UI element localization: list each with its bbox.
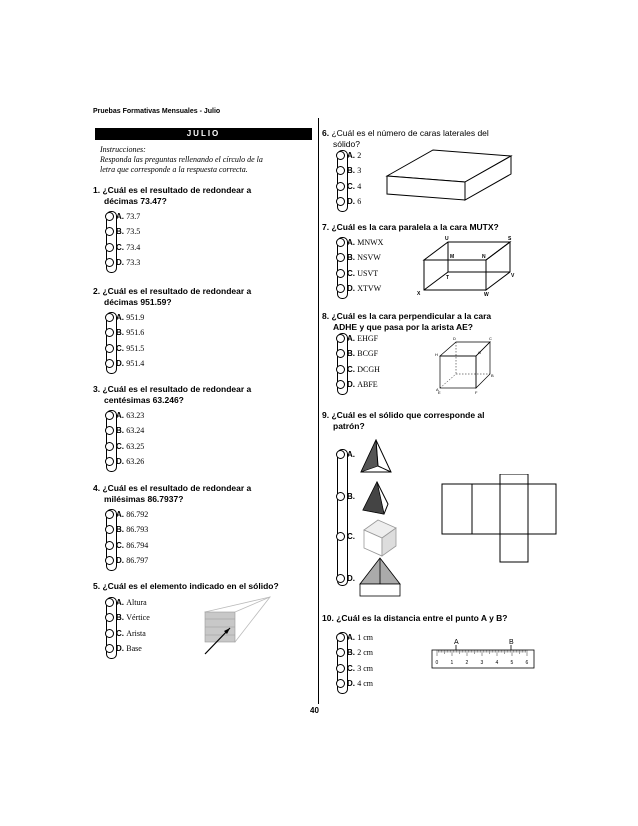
answer-bubble[interactable] (336, 334, 345, 343)
option-value: 73.5 (126, 227, 141, 236)
option-value: 951.4 (126, 359, 145, 368)
option-value: 86.797 (126, 556, 149, 565)
option-letter: D. (347, 197, 355, 206)
option-letter: C. (116, 344, 124, 353)
ruler-point-a: A (454, 639, 459, 646)
answer-bubble[interactable] (105, 525, 114, 534)
question-7 (322, 222, 499, 233)
answer-bubble[interactable] (336, 166, 345, 175)
answer-bubble[interactable] (336, 197, 345, 206)
question-text-2: ADHE y que pasa por la arista AE? (333, 322, 473, 332)
question-text-2: patrón? (333, 421, 365, 431)
question-text-2: milésimas 86.7937? (104, 494, 184, 504)
question-number: 8. (322, 311, 330, 321)
option-value: 2 (357, 151, 362, 160)
question-text: ¿Cuál es la cara perpendicular a la cara (331, 311, 492, 321)
answer-option-q3-c[interactable] (105, 441, 144, 453)
answer-option-q10-c[interactable] (336, 663, 373, 675)
q10-ruler (430, 637, 536, 671)
q9-option-a-pyramid (358, 438, 394, 478)
vertex-label-a: A (436, 387, 439, 392)
answer-bubble[interactable] (336, 532, 345, 541)
answer-option-q2-a[interactable] (105, 312, 144, 324)
answer-option-q10-d[interactable] (336, 678, 373, 690)
ruler-point-b: B (509, 639, 514, 646)
option-letter: B. (347, 166, 355, 175)
option-value: XTVW (357, 284, 382, 293)
option-letter: C. (347, 182, 355, 191)
option-value: USVT (357, 269, 379, 278)
vertex-label-m: M (450, 254, 455, 260)
answer-option-q3-a[interactable] (105, 410, 144, 422)
option-value: 4 (357, 182, 362, 191)
answer-option-q7-a[interactable] (336, 237, 383, 249)
answer-option-q7-d[interactable] (336, 283, 381, 295)
option-letter: C. (347, 365, 355, 374)
option-letter: A. (116, 212, 124, 221)
page-number: 40 (310, 706, 319, 715)
vertex-label-n: N (482, 254, 486, 260)
q9-option-c-cube (362, 516, 400, 558)
answer-bubble[interactable] (336, 349, 345, 358)
option-value: ABFE (357, 380, 378, 389)
option-letter: B. (116, 227, 124, 236)
answer-bubble[interactable] (336, 365, 345, 374)
question-text-2: centésimas 63.246? (104, 395, 184, 405)
option-value: 1 cm (357, 633, 374, 642)
option-letter: A. (116, 510, 124, 519)
question-2 (93, 286, 251, 308)
answer-bubble[interactable] (336, 664, 345, 673)
option-letter: A. (116, 411, 124, 420)
answer-option-q1-d[interactable] (105, 257, 140, 269)
answer-bubble[interactable] (105, 613, 114, 622)
question-number: 10. (322, 613, 334, 623)
option-letter: B. (347, 492, 355, 501)
question-text: ¿Cuál es la cara paralela a la cara MUTX? (331, 222, 499, 232)
option-letter: A. (116, 313, 124, 322)
option-value: 63.25 (126, 442, 145, 451)
instructions (100, 145, 315, 175)
answer-bubble[interactable] (105, 227, 114, 236)
option-letter: D. (116, 258, 124, 267)
answer-option-q9-a[interactable] (336, 449, 355, 461)
answer-option-q4-c[interactable] (105, 540, 148, 552)
question-text-2: décimas 73.47? (104, 196, 167, 206)
question-1 (93, 185, 251, 207)
option-letter: D. (347, 574, 355, 583)
q8-cube-figure (434, 334, 496, 396)
answer-option-q8-d[interactable] (336, 379, 378, 391)
question-number: 9. (322, 410, 330, 420)
vertex-label-c: C (489, 336, 492, 341)
answer-option-q2-b[interactable] (105, 327, 144, 339)
option-letter: D. (347, 284, 355, 293)
vertex-label-h: H (435, 352, 438, 357)
option-value: Vértice (126, 613, 150, 622)
answer-option-q8-c[interactable] (336, 364, 380, 376)
answer-track-q9 (337, 449, 348, 586)
option-letter: B. (116, 525, 124, 534)
vertex-label-v: V (511, 273, 515, 279)
option-value: 3 cm (357, 664, 374, 673)
question-text: ¿Cuál es el elemento indicado en el sólido? (102, 581, 279, 591)
option-value: EHGF (357, 334, 379, 343)
answer-option-q3-d[interactable] (105, 456, 144, 468)
answer-bubble[interactable] (105, 510, 114, 519)
option-letter: C. (347, 532, 355, 541)
answer-bubble[interactable] (105, 313, 114, 322)
question-text: ¿Cuál es el resultado de redondear a (102, 286, 252, 296)
question-number: 7. (322, 222, 330, 232)
answer-option-q7-b[interactable] (336, 252, 381, 264)
option-value: 63.23 (126, 411, 145, 420)
option-letter: C. (116, 243, 124, 252)
question-3 (93, 384, 251, 406)
question-number: 3. (93, 384, 101, 394)
ruler-tick-label: 2 (465, 660, 469, 666)
question-6 (322, 128, 489, 150)
answer-option-q6-b[interactable] (336, 165, 361, 177)
question-text: ¿Cuál es el resultado de redondear a (102, 483, 252, 493)
question-number: 1. (93, 185, 101, 195)
answer-bubble[interactable] (105, 328, 114, 337)
answer-option-q4-a[interactable] (105, 509, 148, 521)
option-letter: B. (347, 648, 355, 657)
option-letter: B. (116, 328, 124, 337)
answer-bubble[interactable] (105, 258, 114, 267)
vertex-label-e: E (438, 390, 441, 395)
option-letter: C. (116, 442, 124, 451)
question-text-2: décimas 951.59? (104, 297, 172, 307)
running-header: Pruebas Formativas Mensuales - Julio (93, 108, 221, 115)
answer-option-q1-c[interactable] (105, 242, 140, 254)
answer-option-q2-d[interactable] (105, 358, 144, 370)
section-title: JULIO (95, 128, 312, 140)
option-letter: A. (347, 334, 355, 343)
vertex-label-t: T (446, 275, 450, 281)
option-letter: A. (347, 633, 355, 642)
question-number: 4. (93, 483, 101, 493)
answer-option-q8-b[interactable] (336, 348, 378, 360)
vertex-label-g: G (478, 350, 482, 355)
option-value: 86.793 (126, 525, 149, 534)
vertex-label-w: W (484, 292, 489, 296)
option-letter: C. (116, 541, 124, 550)
question-10 (322, 613, 508, 624)
option-value: Base (126, 644, 142, 653)
answer-bubble[interactable] (105, 629, 114, 638)
answer-bubble[interactable] (105, 212, 114, 221)
answer-option-q5-c[interactable] (105, 628, 146, 640)
answer-option-q5-b[interactable] (105, 612, 150, 624)
option-letter: D. (347, 380, 355, 389)
q9-net-pattern (440, 474, 560, 564)
option-value: 6 (357, 197, 362, 206)
question-number: 6. (322, 128, 330, 138)
ruler-tick-label: 3 (480, 660, 484, 666)
option-letter: A. (347, 238, 355, 247)
answer-bubble[interactable] (105, 411, 114, 420)
vertex-label-d: D (453, 336, 456, 341)
answer-bubble[interactable] (336, 679, 345, 688)
answer-option-q7-c[interactable] (336, 268, 378, 280)
ruler-tick-label: 1 (450, 660, 454, 666)
answer-bubble[interactable] (105, 442, 114, 451)
option-letter: A. (116, 598, 124, 607)
vertex-label-u: U (445, 236, 449, 242)
ruler-tick-label: 5 (510, 660, 514, 666)
option-value: 73.4 (126, 243, 141, 252)
instructions-text-1: Responda las preguntas rellenando el círculo de la (100, 155, 263, 164)
answer-bubble[interactable] (336, 492, 345, 501)
option-value: Arista (126, 629, 146, 638)
ruler-tick-label: 6 (525, 660, 529, 666)
answer-bubble[interactable] (336, 380, 345, 389)
answer-bubble[interactable] (336, 648, 345, 657)
option-value: DCGH (357, 365, 380, 374)
question-5 (93, 581, 279, 592)
answer-bubble[interactable] (336, 151, 345, 160)
answer-option-q9-d[interactable] (336, 573, 355, 585)
vertex-label-s: S (508, 236, 512, 242)
question-text: ¿Cuál es el número de caras laterales del (331, 128, 489, 138)
option-value: Altura (126, 598, 147, 607)
q5-solid-figure (200, 592, 310, 667)
answer-bubble[interactable] (105, 359, 114, 368)
ruler-tick-label: 4 (495, 660, 499, 666)
vertex-label-f: F (475, 390, 478, 395)
answer-bubble[interactable] (336, 633, 345, 642)
answer-bubble[interactable] (336, 450, 345, 459)
answer-option-q10-a[interactable] (336, 632, 373, 644)
question-8 (322, 311, 491, 333)
option-letter: C. (347, 269, 355, 278)
question-number: 5. (93, 581, 101, 591)
answer-bubble[interactable] (105, 457, 114, 466)
option-letter: D. (347, 679, 355, 688)
option-value: 951.6 (126, 328, 145, 337)
option-letter: D. (116, 556, 124, 565)
option-value: 63.26 (126, 457, 145, 466)
option-value: 86.792 (126, 510, 149, 519)
answer-option-q4-b[interactable] (105, 524, 148, 536)
option-value: 63.24 (126, 426, 145, 435)
instructions-label: Instrucciones: (100, 145, 146, 154)
ruler-tick-label: 0 (435, 660, 439, 666)
option-value: 4 cm (357, 679, 374, 688)
question-4 (93, 483, 251, 505)
option-value: BCGF (357, 349, 379, 358)
answer-bubble[interactable] (105, 344, 114, 353)
question-text-2: sólido? (333, 139, 360, 149)
question-text: ¿Cuál es el resultado de redondear a (102, 185, 252, 195)
answer-option-q4-d[interactable] (105, 555, 148, 567)
column-divider (318, 118, 319, 704)
question-text: ¿Cuál es la distancia entre el punto A y B? (336, 613, 508, 623)
vertex-label-b: B (491, 373, 494, 378)
answer-bubble[interactable] (336, 284, 345, 293)
q7-cube-figure (412, 234, 522, 296)
vertex-label-x: X (417, 291, 421, 296)
option-value: MNWX (357, 238, 384, 247)
answer-bubble[interactable] (336, 574, 345, 583)
answer-bubble[interactable] (336, 269, 345, 278)
answer-option-q2-c[interactable] (105, 343, 144, 355)
answer-bubble[interactable] (105, 541, 114, 550)
option-letter: A. (347, 450, 355, 459)
q9-option-d-pyramid (356, 556, 402, 600)
option-letter: B. (347, 349, 355, 358)
answer-bubble[interactable] (336, 182, 345, 191)
answer-option-q9-c[interactable] (336, 531, 355, 543)
answer-option-q6-a[interactable] (336, 150, 361, 162)
option-value: 73.7 (126, 212, 141, 221)
option-value: 86.794 (126, 541, 149, 550)
answer-option-q1-b[interactable] (105, 226, 140, 238)
option-value: 951.9 (126, 313, 145, 322)
answer-option-q10-b[interactable] (336, 647, 373, 659)
question-text: ¿Cuál es el sólido que corresponde al (331, 410, 485, 420)
answer-option-q5-d[interactable] (105, 643, 142, 655)
option-value: 951.5 (126, 344, 145, 353)
option-value: 73.3 (126, 258, 141, 267)
answer-option-q3-b[interactable] (105, 425, 144, 437)
q9-option-b-pyramid (360, 480, 390, 518)
answer-bubble[interactable] (105, 426, 114, 435)
instructions-text-2: letra que corresponde a la respuesta correcta. (100, 165, 248, 174)
option-value: 2 cm (357, 648, 374, 657)
answer-bubble[interactable] (105, 556, 114, 565)
question-number: 2. (93, 286, 101, 296)
answer-option-q1-a[interactable] (105, 211, 140, 223)
option-letter: C. (116, 629, 124, 638)
option-letter: D. (116, 644, 124, 653)
answer-option-q6-c[interactable] (336, 181, 361, 193)
answer-bubble[interactable] (105, 243, 114, 252)
option-letter: D. (116, 457, 124, 466)
question-9 (322, 410, 485, 432)
answer-bubble[interactable] (336, 253, 345, 262)
option-letter: B. (116, 426, 124, 435)
option-letter: B. (347, 253, 355, 262)
answer-option-q6-d[interactable] (336, 196, 361, 208)
option-letter: D. (116, 359, 124, 368)
answer-option-q9-b[interactable] (336, 491, 355, 503)
answer-bubble[interactable] (336, 238, 345, 247)
answer-option-q8-a[interactable] (336, 333, 378, 345)
answer-option-q5-a[interactable] (105, 597, 147, 609)
option-letter: C. (347, 664, 355, 673)
option-value: NSVW (357, 253, 381, 262)
answer-bubble[interactable] (105, 598, 114, 607)
option-letter: B. (116, 613, 124, 622)
q6-prism-figure (385, 148, 515, 204)
answer-bubble[interactable] (105, 644, 114, 653)
option-value: 3 (357, 166, 362, 175)
question-text: ¿Cuál es el resultado de redondear a (102, 384, 252, 394)
option-letter: A. (347, 151, 355, 160)
